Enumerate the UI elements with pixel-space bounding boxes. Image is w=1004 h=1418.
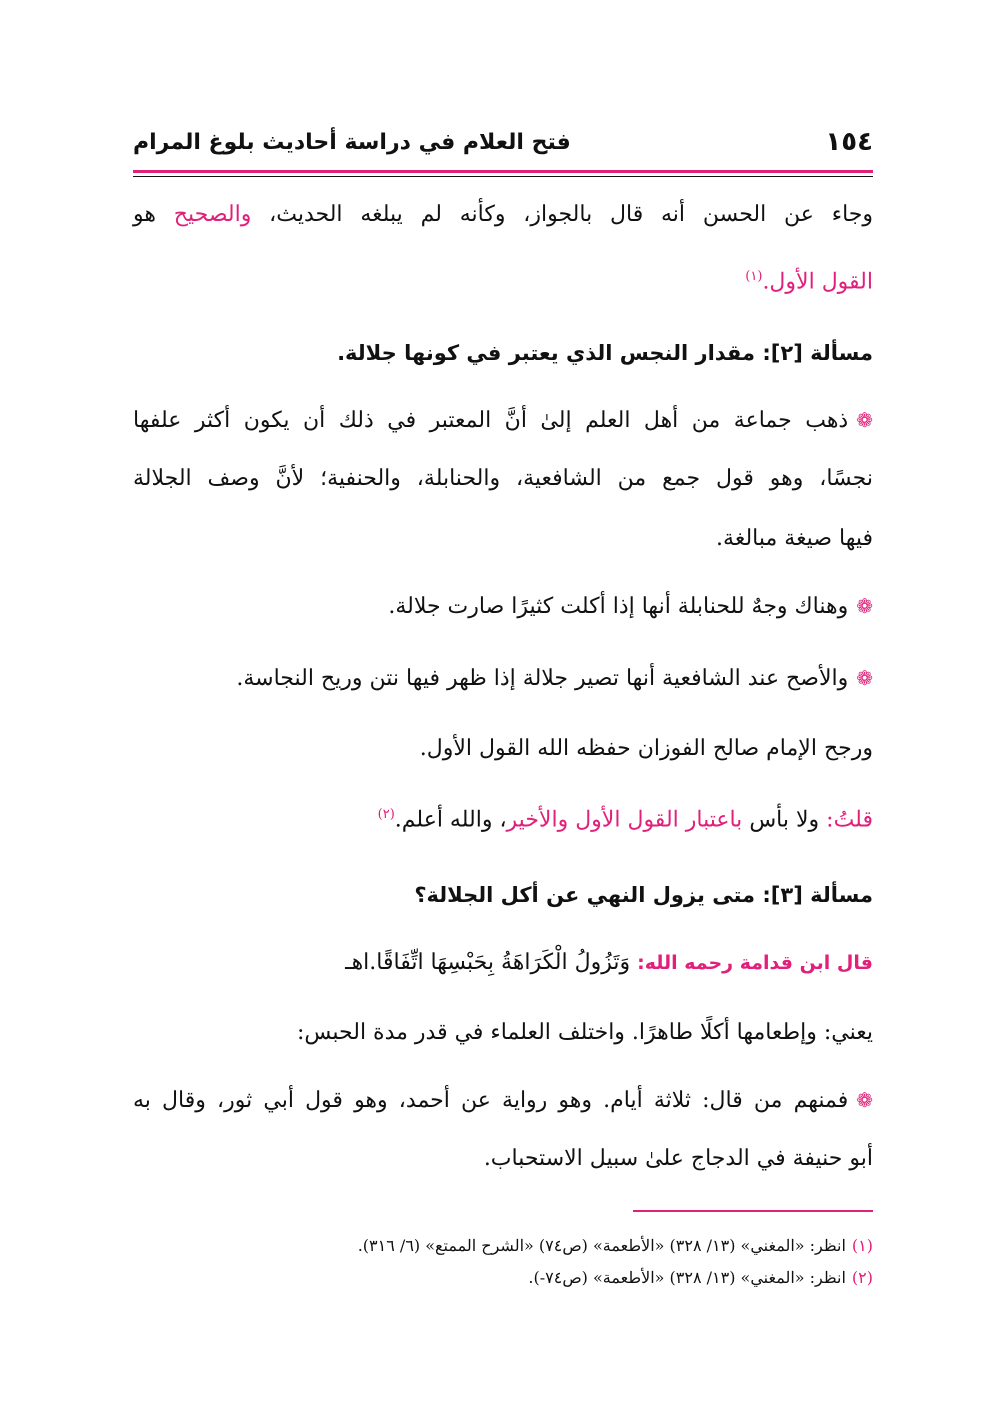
header-rule-thin bbox=[133, 176, 873, 177]
footnote-ref-1[interactable]: (١) bbox=[745, 269, 763, 284]
question-2-title: مقدار النجس الذي يعتبر في كونها جلالة. bbox=[337, 341, 756, 365]
footnote-1 bbox=[358, 1236, 873, 1255]
bullet-2: ❁وهناك وجهٌ للحنابلة أنها إذا أكلت كثيرًا صارت جلالة. bbox=[388, 594, 873, 619]
header-rule-accent bbox=[133, 170, 873, 173]
bullet-1-line-2: نجسًا، وهو قول جمع من الشافعية، والحنابلة، والحنفية؛ لأنَّ وصف الجلالة bbox=[133, 466, 873, 491]
question-2-heading bbox=[337, 343, 873, 364]
bullet-1-line-3: فيها صيغة مبالغة. bbox=[716, 526, 873, 551]
footnote-separator bbox=[633, 1210, 873, 1212]
highlight-both-opinions: باعتبار القول الأول والأخير bbox=[506, 807, 743, 833]
page-number: ١٥٤ bbox=[825, 127, 873, 157]
bullet-1-line-1: ❁ذهب جماعة من أهل العلم إلىٰ أنَّ المعتبر في ذلك أن يكون أكثر علفها bbox=[133, 408, 873, 433]
paragraph-1-line-1: وجاء عن الحسن أنه قال بالجواز، وكأنه لم يبلغه الحديث، والصحيح هو bbox=[133, 202, 873, 227]
highlight-first-opinion: القول الأول. bbox=[762, 269, 873, 295]
qudama-quote bbox=[345, 952, 873, 974]
footnote-1-text: انظر: «المغني» (١٣/ ٣٢٨) «الأطعمة» (ص٧٤) «الشرح الممتع» (٦/ ٣١٦). bbox=[357, 1236, 846, 1255]
bullet-4-line-1: ❁فمنهم من قال: ثلاثة أيام. وهو رواية عن أحمد، وهو قول أبي ثور، وقال به bbox=[133, 1088, 873, 1113]
question-3-label: مسألة [٣]: bbox=[762, 883, 873, 907]
bullet-3: ❁والأصح عند الشافعية أنها تصير جلالة إذا ظهر فيها نتن وريح النجاسة. bbox=[236, 666, 873, 691]
qultu-label: قلتُ: bbox=[826, 807, 873, 833]
qudama-text: وَتَزُولُ الْكَرَاهَةُ بِحَبْسِهَا اتِّفَاقًا.اهـ bbox=[345, 950, 631, 975]
footnote-2-text: انظر: «المغني» (١٣/ ٣٢٨) «الأطعمة» (ص٧٤-). bbox=[528, 1268, 846, 1287]
footnote-ref-2[interactable]: (٢) bbox=[377, 807, 395, 822]
qultu-paragraph: قلتُ: ولا بأس باعتبار القول الأول والأخير، والله أعلم.$^{(٢)}$ bbox=[377, 807, 873, 833]
question-2-label: مسألة [٢]: bbox=[762, 341, 873, 365]
flower-ornament-icon: ❁ bbox=[856, 594, 873, 618]
footnote-1-number: (١) bbox=[851, 1236, 873, 1255]
yani-paragraph: يعني: وإطعامها أكلًا طاهرًا. واختلف العلماء في قدر مدة الحبس: bbox=[296, 1020, 873, 1045]
flower-ornament-icon: ❁ bbox=[856, 408, 873, 432]
footnote-2 bbox=[528, 1268, 873, 1287]
page-header bbox=[133, 118, 873, 166]
tarjih-paragraph: ورجح الإمام صالح الفوزان حفظه الله القول الأول. bbox=[419, 736, 873, 761]
flower-ornament-icon: ❁ bbox=[856, 1088, 873, 1112]
question-3-title: متى يزول النهي عن أكل الجلالة؟ bbox=[414, 883, 756, 907]
qudama-label: قال ابن قدامة رحمه الله: bbox=[637, 952, 873, 974]
flower-ornament-icon: ❁ bbox=[856, 666, 873, 690]
book-title: فتح العلام في دراسة أحاديث بلوغ المرام bbox=[133, 129, 571, 155]
footnote-2-number: (٢) bbox=[851, 1268, 873, 1287]
bullet-4-line-2: أبو حنيفة في الدجاج علىٰ سبيل الاستحباب. bbox=[483, 1146, 873, 1171]
highlight-sahih: والصحيح bbox=[173, 202, 252, 227]
question-3-heading bbox=[414, 885, 873, 906]
paragraph-1-line-2 bbox=[745, 270, 873, 293]
